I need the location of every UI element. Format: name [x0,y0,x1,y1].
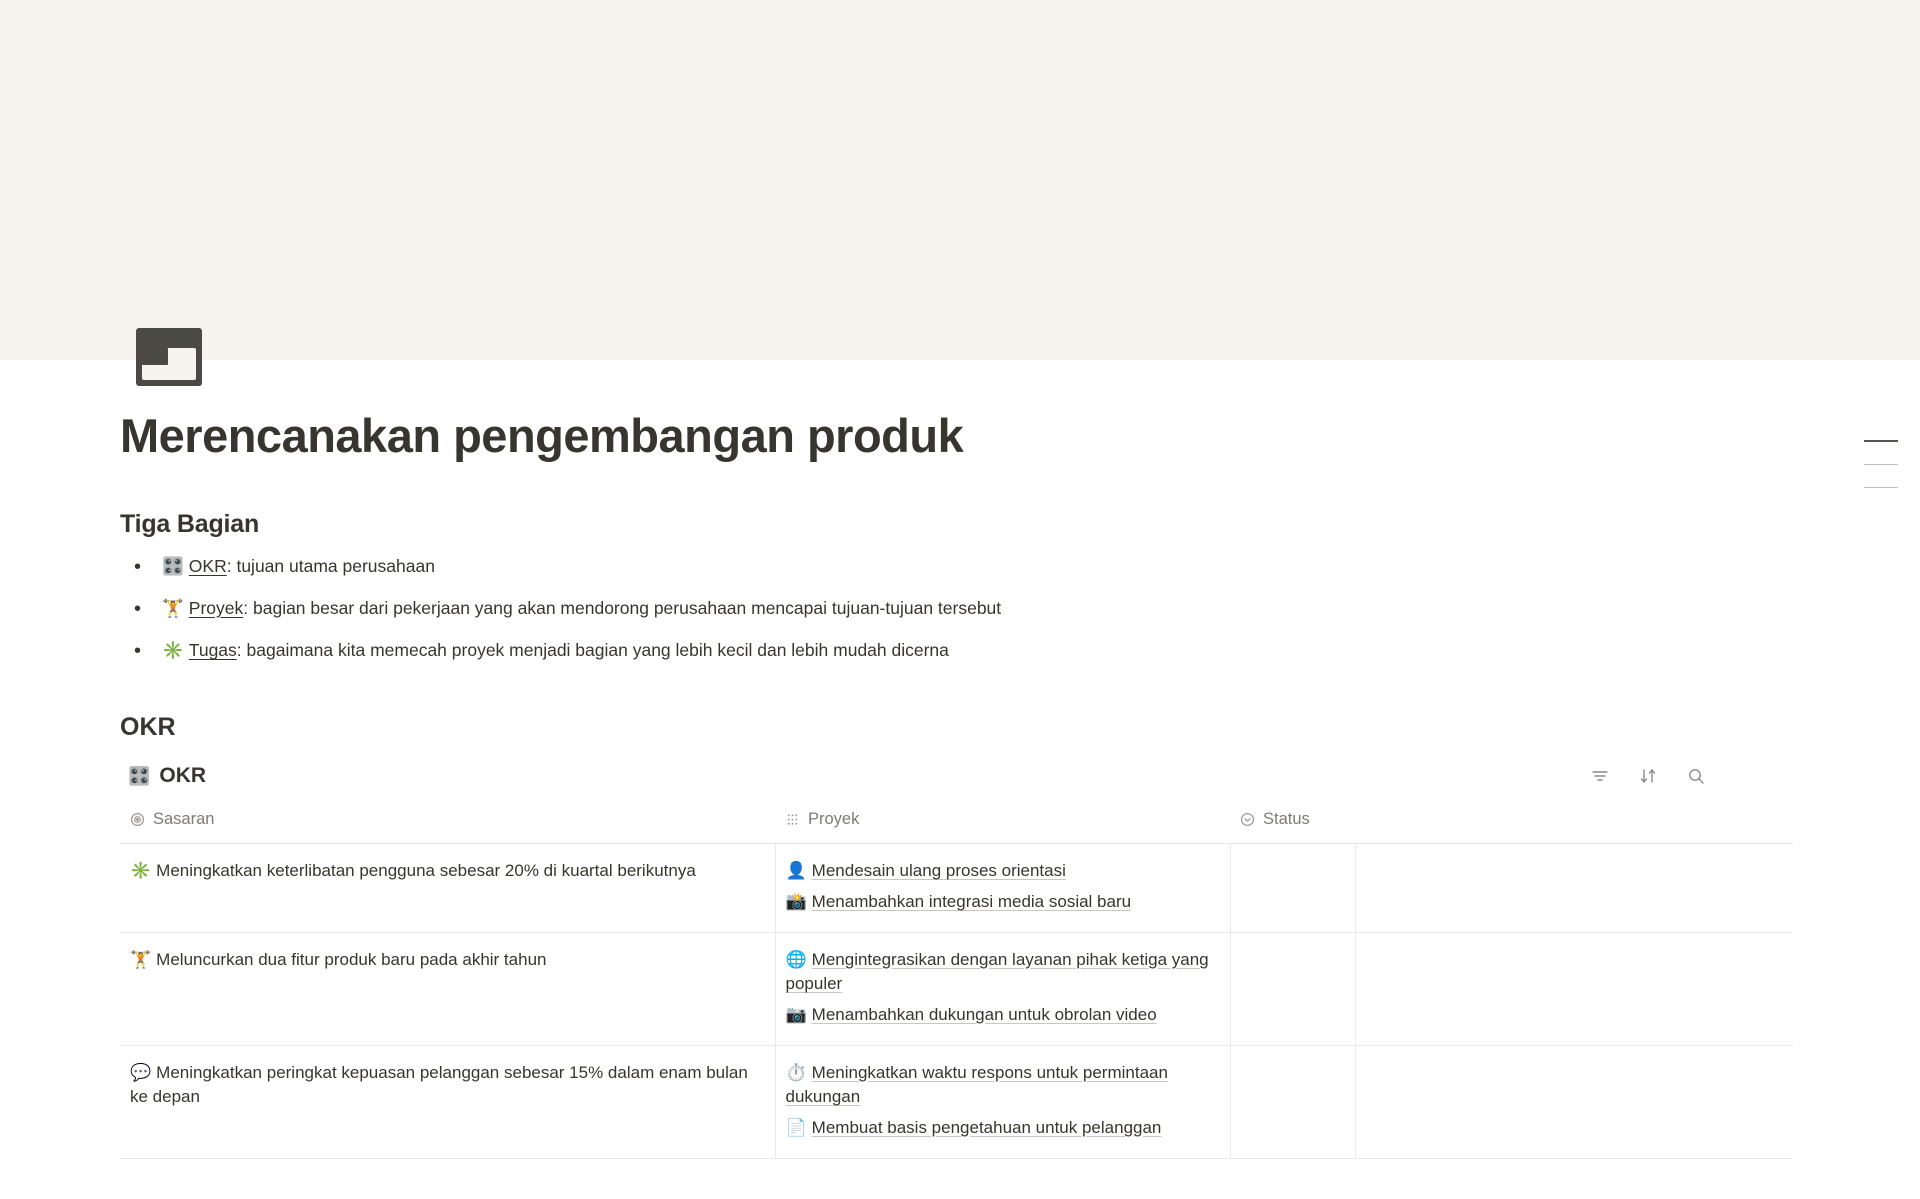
database-header [120,764,1800,788]
cell-sasaran[interactable] [120,1045,775,1158]
grid-icon [785,812,800,827]
cell-status[interactable] [1230,932,1355,1045]
cell-empty[interactable] [1355,1045,1793,1158]
table-row[interactable] [120,932,1793,1045]
section-heading-okr: OKR [120,713,176,742]
column-header-label: Sasaran [153,810,215,829]
row-emoji-icon: 💬 [130,1062,152,1082]
database-toolbar [1591,767,1800,785]
page-title: Merencanakan pengembangan produk [120,409,964,462]
cell-text: Meluncurkan dua fitur produk baru pada akhir tahun [156,949,547,969]
table-row[interactable] [120,1045,1793,1158]
cell-status[interactable] [1230,844,1355,932]
database-title-text: OKR [159,764,207,788]
bullet-term: Tugas [188,640,237,661]
relation-label: Mengintegrasikan dengan layanan pihak ketiga yang populer [785,949,1209,994]
sort-icon[interactable] [1639,767,1657,785]
column-header-status[interactable] [1230,804,1793,844]
row-emoji-icon: 🏋️ [130,949,152,969]
bullet-term: Proyek [188,597,244,618]
relation-label: Mendesain ulang proses orientasi [811,861,1066,881]
relation-item[interactable] [786,948,1220,997]
okr-database-block [120,764,1800,1158]
section-heading-tiga-bagian: Tiga Bagian [120,509,260,538]
relation-emoji-icon: ⏱️ [785,1062,807,1082]
target-icon [130,812,145,827]
cell-sasaran[interactable] [120,932,775,1045]
bullet-term: OKR [188,555,227,576]
column-header-proyek[interactable] [775,804,1230,844]
table-header-row [120,804,1793,844]
relation-emoji-icon: 👤 [785,861,807,881]
cell-proyek[interactable] [775,932,1230,1045]
relation-emoji-icon: 📸 [785,892,807,912]
status-icon [1240,812,1255,827]
relation-label: Menambahkan integrasi media sosial baru [811,892,1132,912]
relation-label: Menambahkan dukungan untuk obrolan video [811,1005,1157,1024]
cell-proyek[interactable] [775,1045,1230,1158]
relation-item[interactable] [786,1116,1220,1141]
list-item [120,553,1800,579]
bullet-text: : bagaimana kita memecah proyek menjadi bagian yang lebih kecil dan lebih mudah dicerna [236,640,949,661]
cell-text: Meningkatkan peringkat kepuasan pelanggan sebesar 15% dalam enam bulan ke depan [130,1062,748,1107]
page-cover [0,0,1920,360]
relation-emoji-icon: 📄 [785,1117,807,1137]
column-header-label: Proyek [808,810,860,829]
okr-emoji-icon: 🎛️ [162,555,184,576]
bullet-list [120,553,1800,664]
task-emoji-icon: ✳️ [162,640,184,661]
okr-table [120,804,1793,1158]
cell-empty[interactable] [1355,932,1793,1045]
list-item [120,637,1800,663]
database-title[interactable] [128,764,206,788]
relation-label: Meningkatkan waktu respons untuk permintaan dukungan [785,1062,1168,1107]
column-header-sasaran[interactable] [120,804,775,844]
bullet-text: : tujuan utama perusahaan [226,555,435,576]
search-icon[interactable] [1687,767,1705,785]
cell-empty[interactable] [1355,844,1793,932]
bullet-text: : bagian besar dari pekerjaan yang akan mendorong perusahaan mencapai tujuan-tujuan tersebut [243,597,1002,618]
table-row[interactable] [120,844,1793,932]
calendar-icon[interactable] [130,318,208,396]
relation-emoji-icon: 📷 [785,1005,807,1024]
relation-emoji-icon: 🌐 [785,949,807,969]
project-emoji-icon: 🏋️ [162,597,184,618]
column-header-label: Status [1263,810,1310,829]
relation-label: Membuat basis pengetahuan untuk pelanggan [811,1117,1162,1137]
cell-text: Meningkatkan keterlibatan pengguna sebesar 20% di kuartal berikutnya [156,861,696,881]
okr-database-emoji-icon: 🎛️ [128,765,151,786]
cell-sasaran[interactable] [120,844,775,932]
relation-item[interactable] [786,859,1220,884]
page-content [120,410,1800,1159]
list-item [120,595,1800,621]
filter-icon[interactable] [1591,767,1609,785]
relation-item[interactable] [786,1003,1220,1028]
cell-status[interactable] [1230,1045,1355,1158]
relation-item[interactable] [786,1061,1220,1110]
row-emoji-icon: ✳️ [130,861,152,881]
cell-proyek[interactable] [775,844,1230,932]
page-scroll-marks [1864,440,1898,510]
relation-item[interactable] [786,890,1220,915]
